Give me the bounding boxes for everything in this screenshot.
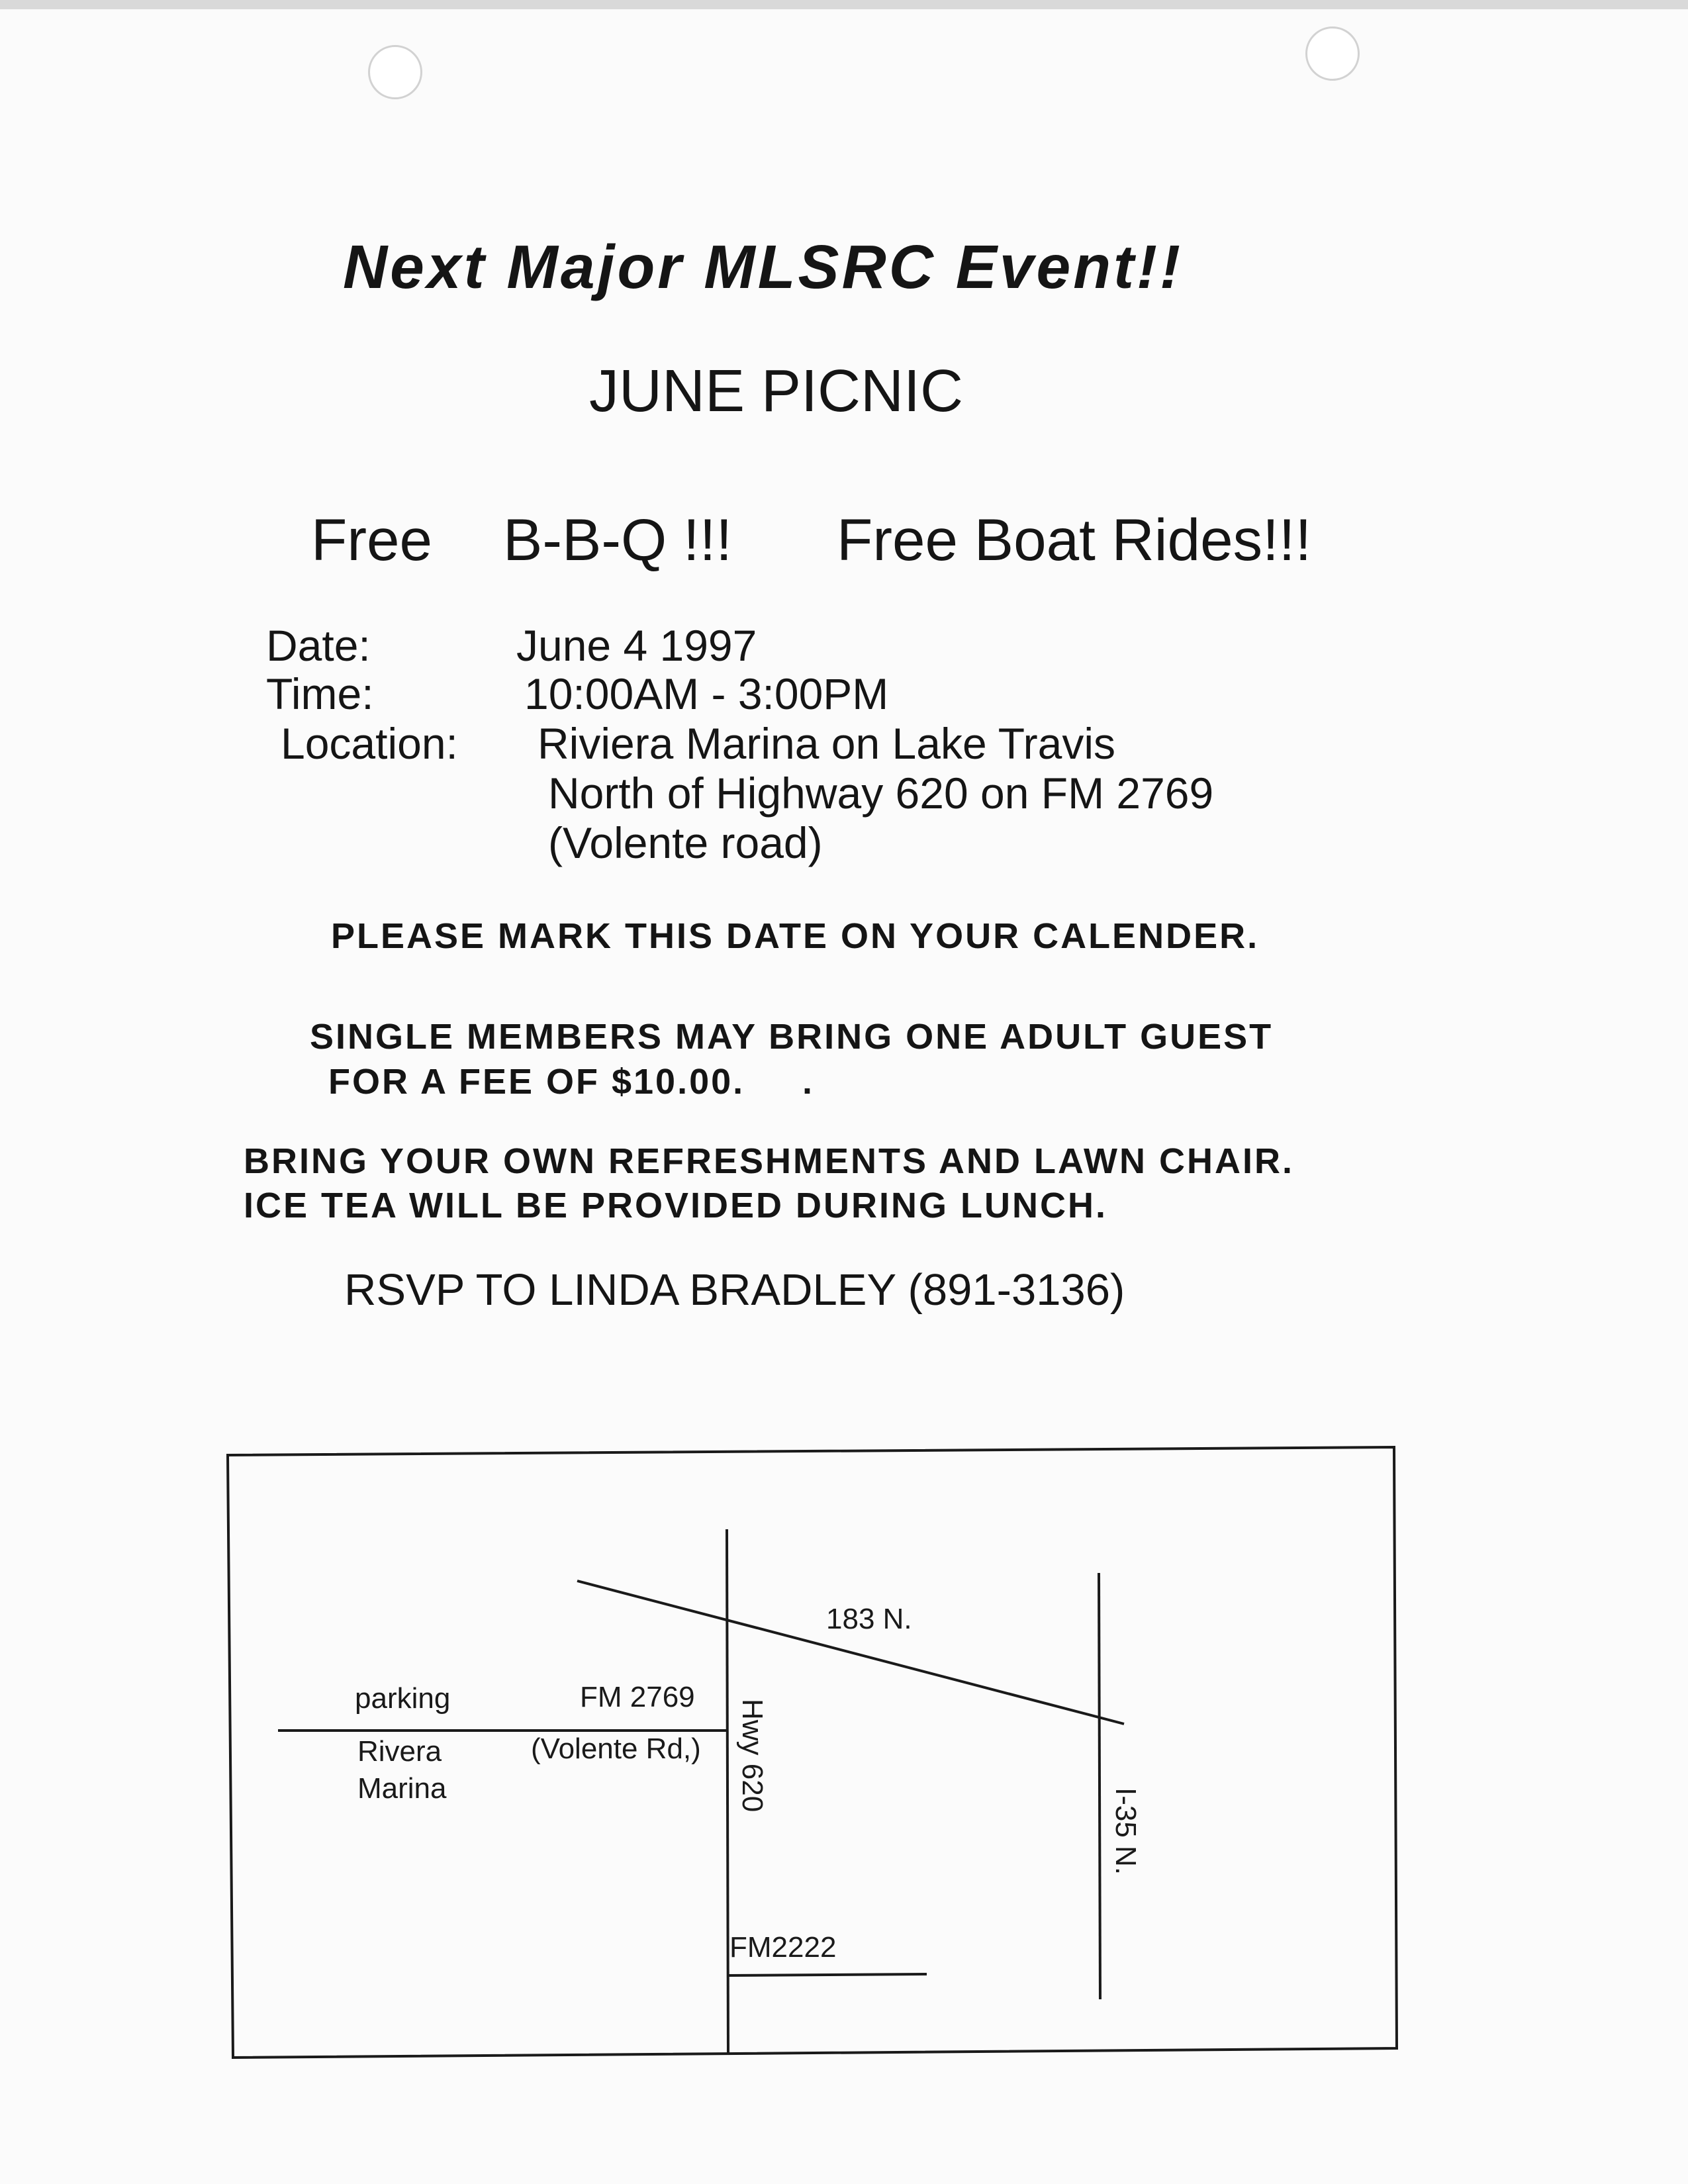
label-183: 183 N. xyxy=(826,1603,912,1635)
date-label: Date: xyxy=(266,621,371,670)
label-parking: parking xyxy=(355,1682,451,1715)
refreshments-notice-line-1: BRING YOUR OWN REFRESHMENTS AND LAWN CHAIR. xyxy=(244,1141,1294,1181)
road-fm2222 xyxy=(728,1974,927,1975)
refreshments-notice-line-2: ICE TEA WILL BE PROVIDED DURING LUNCH. xyxy=(244,1186,1108,1225)
label-fm2769: FM 2769 xyxy=(580,1681,695,1713)
flyer-title: Next Major MLSRC Event!! xyxy=(343,232,1183,301)
flyer-subtitle: JUNE PICNIC xyxy=(589,358,964,424)
free-bbq-free-word: Free xyxy=(311,506,432,573)
free-bbq-label: B-B-Q !!! xyxy=(503,506,733,573)
label-i35: I-35 N. xyxy=(1109,1787,1142,1875)
label-rivera: Rivera xyxy=(357,1735,442,1768)
guest-notice-line-2: FOR A FEE OF $10.00. xyxy=(328,1062,745,1102)
rsvp-line: RSVP TO LINDA BRADLEY (891-3136) xyxy=(344,1265,1125,1315)
label-fm2222: FM2222 xyxy=(729,1931,837,1964)
location-line-2: North of Highway 620 on FM 2769 xyxy=(548,769,1214,818)
road-i35 xyxy=(1099,1573,1100,1999)
location-line-3: (Volente road) xyxy=(548,818,823,867)
label-volente: (Volente Rd,) xyxy=(531,1733,701,1765)
time-value: 10:00AM - 3:00PM xyxy=(524,669,889,718)
location-label: Location: xyxy=(281,719,458,768)
label-hwy-620: Hwy 620 xyxy=(736,1699,769,1813)
free-boat-rides: Free Boat Rides!!! xyxy=(837,506,1312,573)
date-value: June 4 1997 xyxy=(516,621,757,670)
location-line-1: Riviera Marina on Lake Travis xyxy=(538,719,1116,768)
time-label: Time: xyxy=(266,669,374,718)
road-hwy-620 xyxy=(727,1529,728,2055)
label-marina: Marina xyxy=(357,1772,447,1805)
guest-notice-dot: . xyxy=(802,1062,815,1102)
mark-date-notice: PLEASE MARK THIS DATE ON YOUR CALENDER. xyxy=(331,916,1260,956)
guest-notice-line-1: SINGLE MEMBERS MAY BRING ONE ADULT GUEST xyxy=(310,1017,1274,1057)
